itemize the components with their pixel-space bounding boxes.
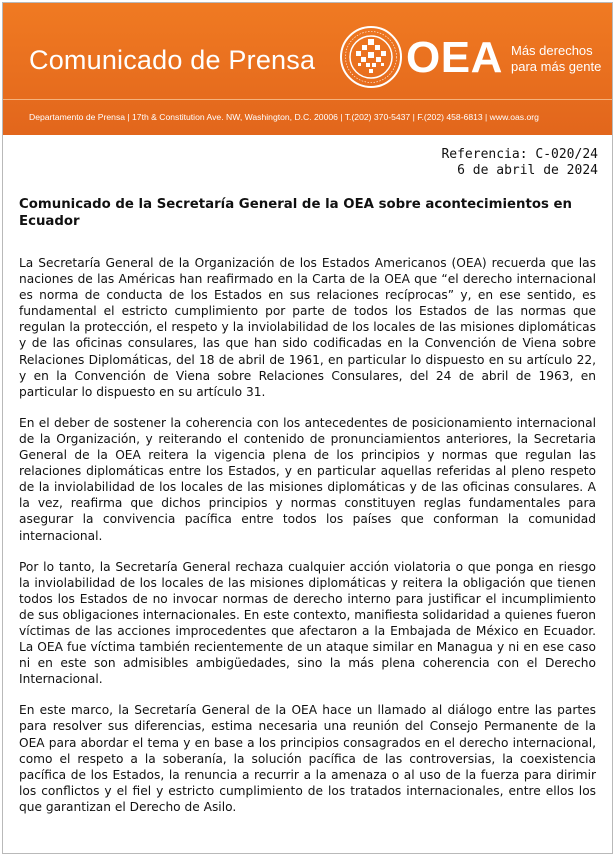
oas-seal-icon (339, 25, 403, 89)
tagline-line-2: para más gente (511, 59, 602, 74)
body-paragraph: La Secretaría General de la Organización de los Estados Americanos (OEA) recuerda que las naciones de las Américas han reafirmado en la Carta de la OEA que “el derecho internacional es norma de conducta de los Estados en sus relaciones recíprocas” y, en ese sentido, es fundamental el estricto cumplimiento por parte de todos los Estados de las normas que regulan la protección, el respeto y la inviolabilidad de los locales de las misiones diplomáticas y de las oficinas consulares, las que han sido codificadas en la Convención de Viena sobre Relaciones Diplomáticas, del 18 de abril de 1961, en particular lo dispuesto en su artículo 22, y en la Convención de Viena sobre Relaciones Consulares, del 24 de abril de 1963, en particular lo dispuesto en su artículo 31. (19, 256, 596, 399)
body-paragraph: Por lo tanto, la Secretaría General rechaza cualquier acción violatoria o que ponga en riesgo la inviolabilidad de los locales de las misiones diplomáticas y reitera la obligación que tienen todos los Estados de no invocar normas de derecho interno para justificar el incumplimiento de sus obligaciones internacionales. En este contexto, manifiesta solidaridad a quienes fueron víctimas de las acciones improcedentes que afectaron a la Embajada de México en Ecuador. La OEA fue víctima también recientemente de un ataque similar en Managua y ni en ese caso ni en este son admisibles ambigüedades, sino la más plena coherencia con el Derecho Internacional. (19, 559, 596, 687)
body-paragraph: En el deber de sostener la coherencia con los antecedentes de posicionamiento internacional de la Organización, y reiterando el contenido de pronunciamientos anteriores, la Secretaria General de la OEA reitera la vigencia plena de los principios y normas que regulan las relaciones diplomáticas entre los Estados, y en particular aquellas referidas al pleno respeto de la inviolabilidad de los locales de las misiones diplomáticas y de las oficinas consulares. A la vez, reafirma que dichos principios y normas constituyen reglas fundamentales para asegurar la convivencia pacífica entre todos los países que conforman la comunidad internacional. (19, 415, 596, 543)
banner-divider (3, 99, 612, 100)
tagline-line-1: Más derechos (511, 43, 593, 58)
release-headline: Comunicado de la Secretaría General de la OEA sobre acontecimientos en Ecuador (19, 197, 573, 229)
contact-address: Departamento de Prensa | 17th & Constitution Ave. NW, Washington, D.C. 20006 | T.(202) 370-5437 | F.(202) 458-6813 | www.oas.org (29, 112, 539, 122)
body-paragraph: En este marco, la Secretaría General de la OEA hace un llamado al diálogo entre las partes para resolver sus diferencias, estima necesaria una reunión del Consejo Permanente de la OEA para abordar el tema y en base a los principios consagrados en el derecho internacional, como el respeto a la soberanía, la solución pacífica de las controversias, la coexistencia pacífica de los Estados, la renuncia a recurrir a la amenaza o al uso de la fuerza para dirimir los conflictos y el fiel y estricto cumplimiento de los tratados internacionales, entre ellos los que garantizan el Derecho de Asilo. (19, 703, 596, 814)
reference-code: Referencia: C-020/24 (441, 147, 598, 162)
release-body (19, 255, 596, 830)
brand-logo: OEA (406, 33, 503, 82)
reference-date: 6 de abril de 2024 (457, 163, 598, 178)
press-release-page (2, 2, 613, 854)
banner-title: Comunicado de Prensa (29, 45, 316, 75)
header-banner (3, 3, 612, 135)
reference-block (441, 147, 598, 179)
brand-tagline (511, 43, 601, 75)
